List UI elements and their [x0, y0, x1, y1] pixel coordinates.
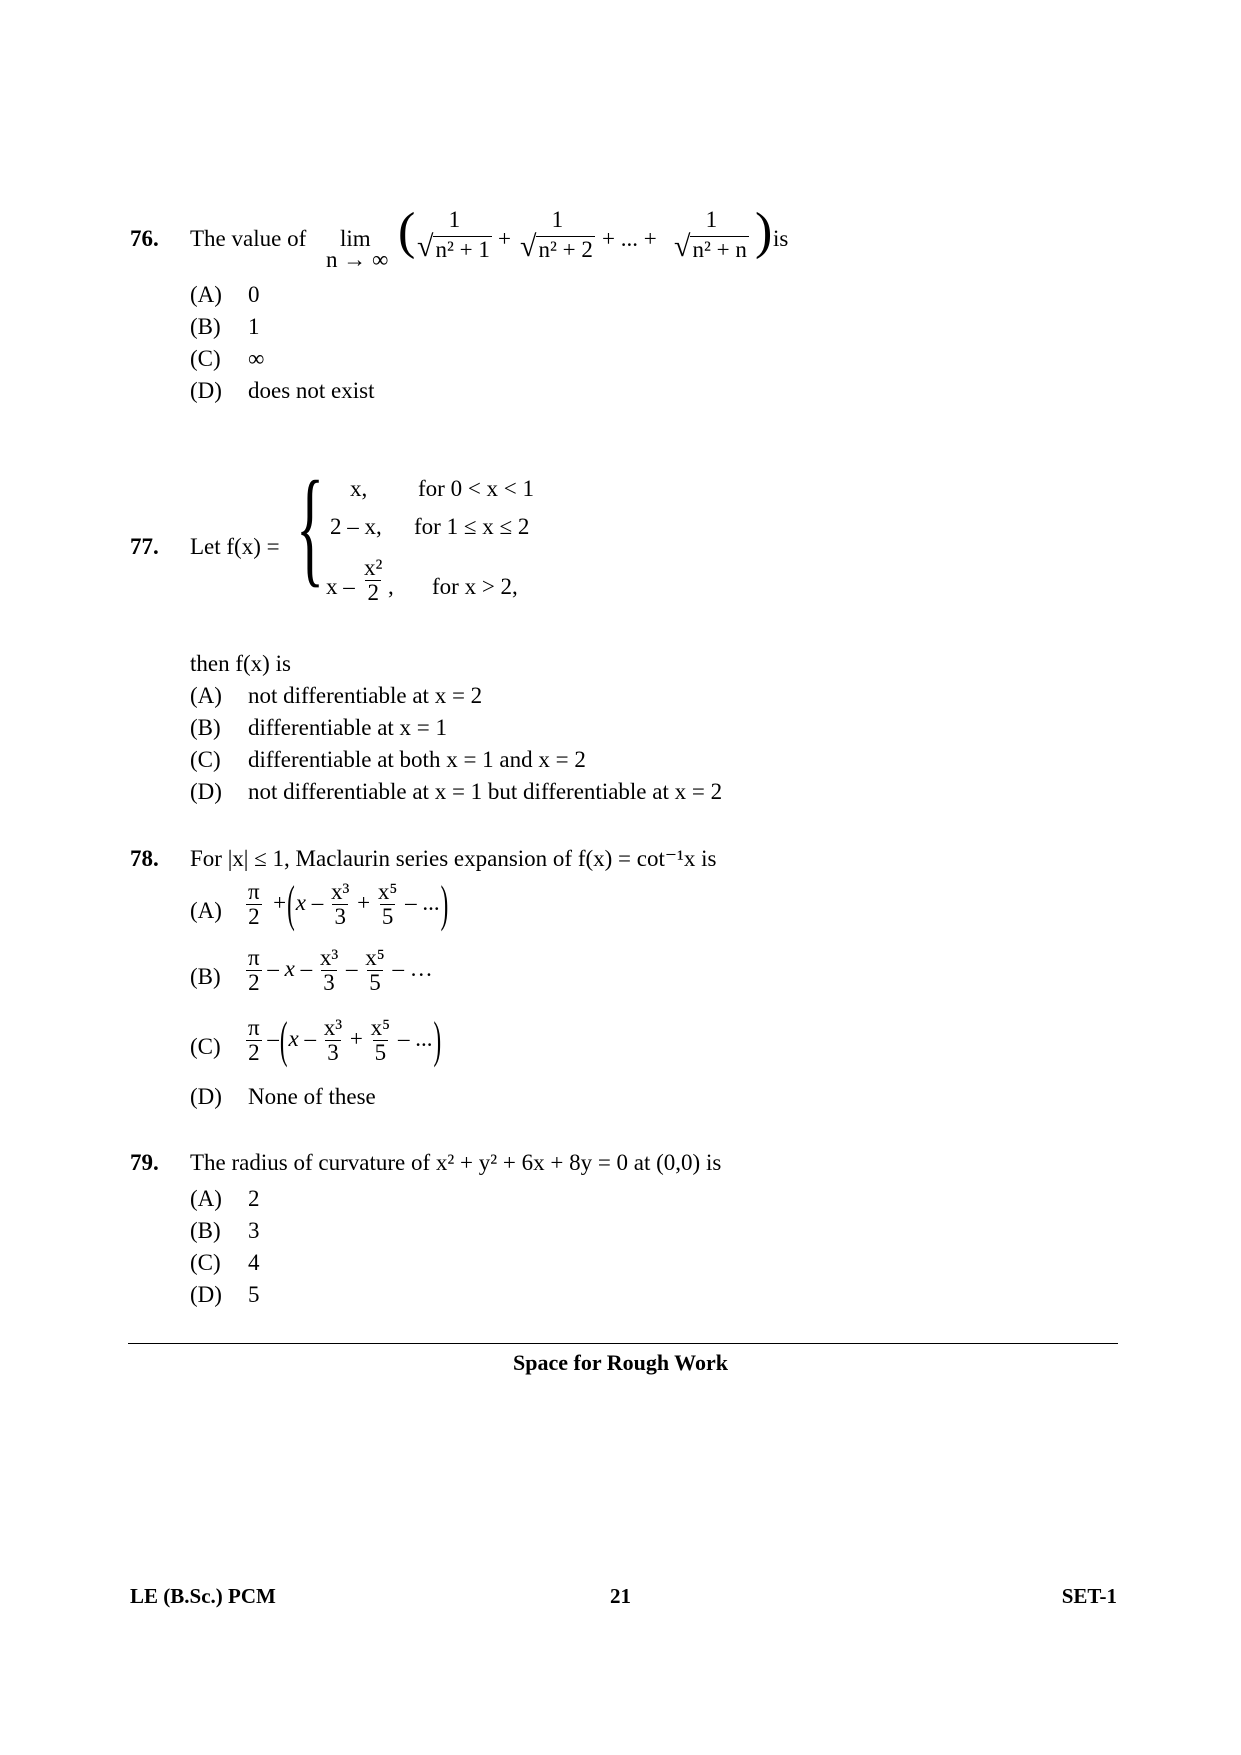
- q77-option-d-value[interactable]: not differentiable at x = 1 but differentiable at x = 2: [248, 779, 723, 804]
- q77-case3-cond: for x > 2,: [432, 574, 518, 599]
- q79-option-d-label[interactable]: (D): [190, 1282, 222, 1307]
- q77-case3-expr: x –: [326, 574, 355, 599]
- q77-option-b-label[interactable]: (B): [190, 715, 221, 740]
- footer-right: SET-1: [1061, 1584, 1117, 1608]
- q78-option-a-label[interactable]: (A): [190, 898, 222, 923]
- q78-option-b-label[interactable]: (B): [190, 964, 221, 989]
- q76-close-paren: ): [755, 203, 773, 260]
- q76-option-a-label[interactable]: (A): [190, 282, 222, 307]
- q79-option-a-label[interactable]: (A): [190, 1186, 222, 1211]
- q78-option-d-value[interactable]: None of these: [248, 1084, 376, 1109]
- q76-open-paren: (: [398, 203, 416, 260]
- q78-option-c-label[interactable]: (C): [190, 1034, 221, 1059]
- q78-number: 78.: [130, 846, 159, 871]
- q77-then: then f(x) is: [190, 651, 291, 676]
- q76-option-a-value[interactable]: 0: [248, 282, 260, 307]
- q78-option-b-math[interactable]: $\frac{\pi}{2}$ – x – $\frac{\text{x³}}{3}$ – $\frac{\text{x⁵}}{5}$ – …: [248, 945, 433, 996]
- q79-number: 79.: [130, 1150, 159, 1175]
- q76-number: 76.: [130, 226, 159, 251]
- q76-term2: 1 √ n² + 2: [520, 207, 593, 264]
- q77-option-a-value[interactable]: not differentiable at x = 2: [248, 683, 483, 708]
- q79-option-b-value[interactable]: 3: [248, 1218, 260, 1243]
- q79-option-c-value[interactable]: 4: [248, 1250, 260, 1275]
- q77-case2-cond: for 1 ≤ x ≤ 2: [414, 514, 530, 539]
- q78-text: For |x| ≤ 1, Maclaurin series expansion of f(x) = cot⁻¹x is: [190, 846, 717, 871]
- q76-term1: 1 √ n² + 1: [417, 207, 490, 264]
- q77-let: Let f(x) =: [190, 534, 280, 559]
- q79-option-d-value[interactable]: 5: [248, 1282, 260, 1307]
- footer-page-number: 21: [610, 1584, 631, 1608]
- q76-plus1: +: [498, 226, 511, 251]
- q77-case3-frac: $\frac{\text{x²}}{2}$: [364, 555, 383, 606]
- q76-lim: lim: [340, 226, 371, 251]
- q79-option-b-label[interactable]: (B): [190, 1218, 221, 1243]
- q77-case1-expr: x,: [350, 476, 368, 501]
- q76-text: The value of: [190, 226, 307, 251]
- q78-option-d-label[interactable]: (D): [190, 1084, 222, 1109]
- q76-term3: 1 √ n² + n: [674, 207, 747, 264]
- q79-option-a-value[interactable]: 2: [248, 1186, 260, 1211]
- rough-work-heading: Space for Rough Work: [513, 1350, 728, 1375]
- q77-case1-cond: for 0 < x < 1: [418, 476, 535, 501]
- footer-left: LE (B.Sc.) PCM: [130, 1584, 276, 1608]
- q76-ellipsis: + ... +: [602, 226, 657, 251]
- q76-lim-sub: n → ∞: [326, 247, 389, 272]
- q77-option-b-value[interactable]: differentiable at x = 1: [248, 715, 448, 740]
- q77-option-c-label[interactable]: (C): [190, 747, 221, 772]
- q76-tail: is: [773, 226, 789, 251]
- q77-case3-comma: ,: [388, 574, 394, 599]
- q77-option-d-label[interactable]: (D): [190, 779, 222, 804]
- q76-option-d-label[interactable]: (D): [190, 378, 222, 403]
- q76-option-c-value[interactable]: ∞: [248, 346, 265, 371]
- q79-option-c-label[interactable]: (C): [190, 1250, 221, 1275]
- q77-brace: {: [296, 455, 325, 599]
- q77-option-c-value[interactable]: differentiable at both x = 1 and x = 2: [248, 747, 586, 772]
- rough-work-divider: [128, 1343, 1118, 1344]
- q76-option-d-value[interactable]: does not exist: [248, 378, 375, 403]
- q77-case2-expr: 2 – x,: [330, 514, 382, 539]
- q76-option-b-value[interactable]: 1: [248, 314, 260, 339]
- q78-option-a-math[interactable]: $\frac{\pi}{2}$ +(x – $\frac{\text{x³}}{3}$ + $\frac{\text{x⁵}}{5}$ – ...): [248, 876, 449, 932]
- q77-number: 77.: [130, 534, 159, 559]
- q76-option-b-label[interactable]: (B): [190, 314, 221, 339]
- q78-option-c-math[interactable]: $\frac{\pi}{2}$ –(x – $\frac{\text{x³}}{3}$ + $\frac{\text{x⁵}}{5}$ – ...): [248, 1012, 442, 1068]
- q77-option-a-label[interactable]: (A): [190, 683, 222, 708]
- q79-text: The radius of curvature of x² + y² + 6x + 8y = 0 at (0,0) is: [190, 1150, 722, 1175]
- q76-option-c-label[interactable]: (C): [190, 346, 221, 371]
